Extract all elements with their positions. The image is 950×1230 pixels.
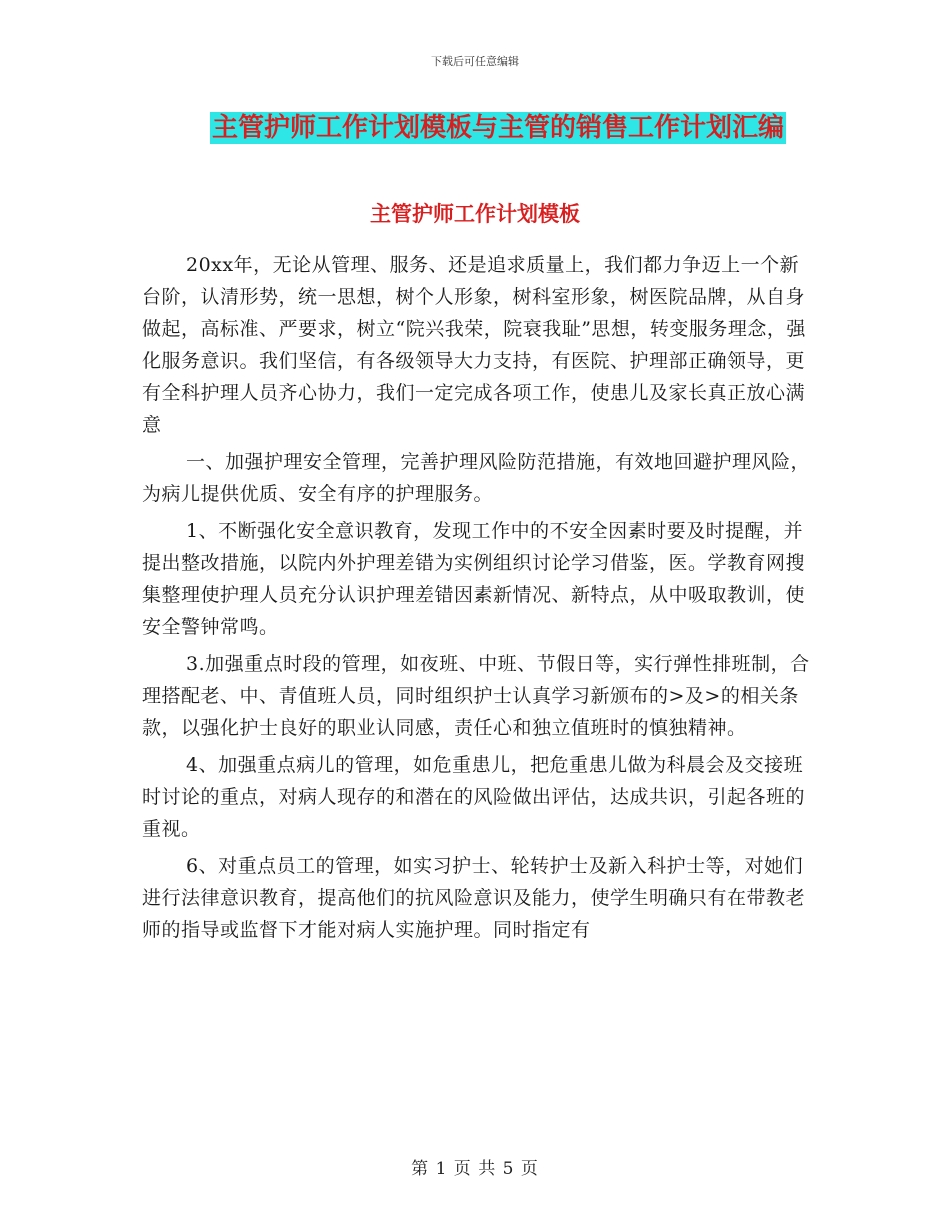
paragraph-point-one: 一、加强护理安全管理，完善护理风险防范措施，有效地回避护理风险，为病儿提供优质、安全有序的护理服务。: [142, 451, 811, 505]
main-title-container: [0, 112, 950, 144]
page-number-footer: 第 1 页 共 5 页: [411, 1159, 539, 1179]
paragraph-item-3: 3.加强重点时段的管理，如夜班、中班、节假日等，实行弹性排班制，合理搭配老、中、青值班人员，同时组织护士认真学习新颁布的>及>的相关条款，以强化护士良好的职业认同感，责任心和独立值班时的慎独精神。: [142, 653, 810, 739]
document-main-title: 主管护师工作计划模板与主管的销售工作计划汇编: [211, 113, 784, 143]
header-note: 下载后可任意编辑: [431, 55, 519, 68]
paragraph-intro: 20xx年，无论从管理、服务、还是追求质量上，我们都力争迈上一个新台阶，认清形势，统一思想，树个人形象，树科室形象，树医院品牌，从自身做起，高标准、严要求，树立“院兴我荣，院衰我耻”思想，转变服务理念，强化服务意识。我们坚信，有各级领导大力支持，有医院、护理部正确领导，更有全科护理人员齐心协力，我们一定完成各项工作，使患儿及家长真正放心满意: [142, 254, 806, 436]
paragraph-item-1: 1、不断强化安全意识教育，发现工作中的不安全因素时要及时提醒，并提出整改措施，以院内外护理差错为实例组织讨论学习借鉴，医。学教育网搜集整理使护理人员充分认识护理差错因素新情况、新特点，从中吸取教训，使安全警钟常鸣。: [142, 520, 806, 638]
section-title: 主管护师工作计划模板: [370, 201, 580, 226]
paragraph-item-6: 6、对重点员工的管理，如实习护士、轮转护士及新入科护士等，对她们进行法律意识教育，提高他们的抗风险意识及能力，使学生明确只有在带教老师的指导或监督下才能对病人实施护理。同时指定有: [142, 855, 806, 941]
paragraph-item-4: 4、加强重点病儿的管理，如危重患儿，把危重患儿做为科晨会及交接班时讨论的重点，对病人现存的和潜在的风险做出评估，达成共识，引起各班的重视。: [142, 754, 806, 840]
document-body: [142, 249, 812, 951]
